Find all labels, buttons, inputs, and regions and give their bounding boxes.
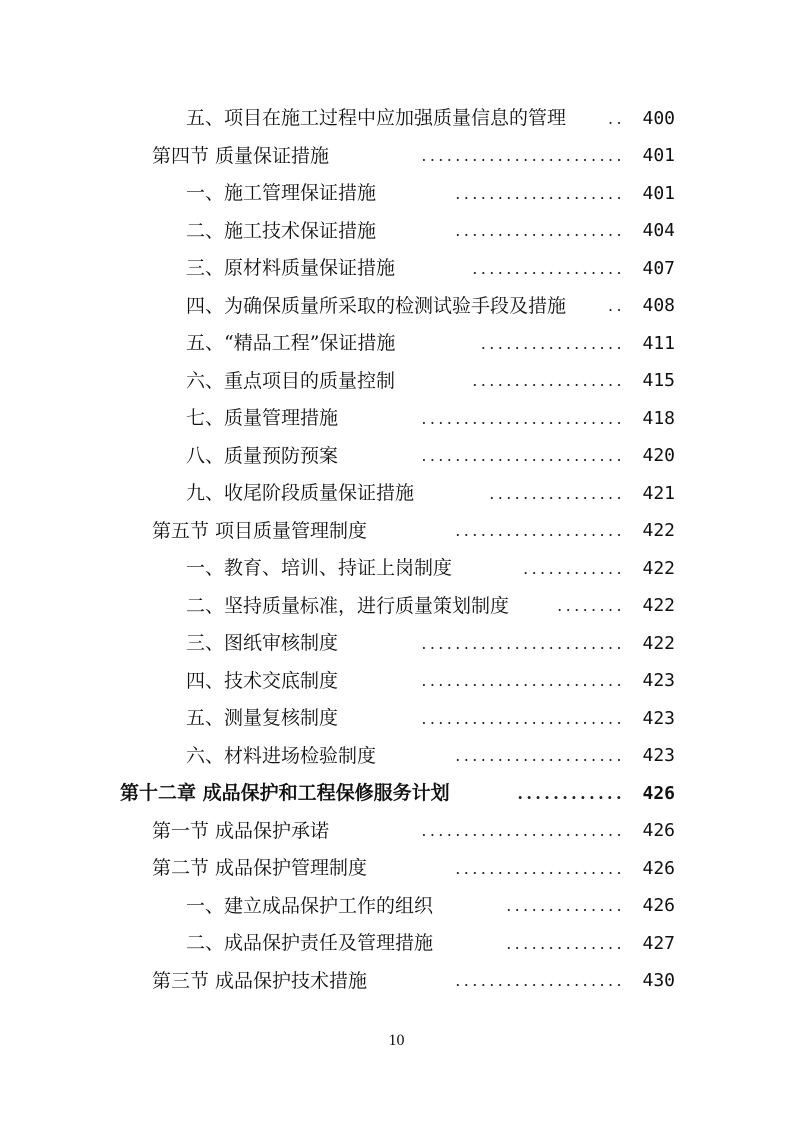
- toc-page-number: 401: [642, 145, 675, 167]
- toc-dot-leader: .................: [480, 335, 625, 352]
- toc-dot-leader: ............: [523, 560, 625, 577]
- toc-page-number: 430: [642, 970, 675, 992]
- toc-page-number: 426: [642, 820, 675, 842]
- toc-entry[interactable]: [0, 513, 793, 551]
- toc-entry-title: 六、重点项目的质量控制: [186, 369, 396, 392]
- toc-entry-title: 九、收尾阶段质量保证措施: [186, 482, 415, 505]
- toc-dot-leader: ........................: [421, 410, 625, 427]
- toc-entry[interactable]: [0, 813, 793, 851]
- toc-entry-title: 五、项目在施工过程中应加强质量信息的管理: [186, 107, 567, 130]
- toc-entry-title: 第四节 质量保证措施: [152, 144, 330, 167]
- page-number: 10: [388, 1032, 405, 1049]
- toc-entry-title: 一、教育、培训、持证上岗制度: [186, 557, 453, 580]
- toc-entry-title: 三、原材料质量保证措施: [186, 257, 396, 280]
- toc-page-number: 407: [642, 257, 675, 279]
- toc-page-number: 421: [642, 482, 675, 504]
- toc-entry[interactable]: [0, 738, 793, 776]
- toc-dot-leader: ..............: [506, 935, 625, 952]
- toc-entry[interactable]: [0, 625, 793, 663]
- toc-page-number: 426: [642, 857, 675, 879]
- toc-entry[interactable]: [0, 363, 793, 401]
- toc-dot-leader: ........................: [421, 148, 625, 165]
- toc-entry[interactable]: [0, 850, 793, 888]
- toc-page-number: 422: [642, 520, 675, 542]
- toc-page-number: 411: [642, 332, 675, 354]
- toc-dot-leader: ........................: [421, 710, 625, 727]
- toc-page-number: 415: [642, 370, 675, 392]
- toc-page-number: 426: [642, 895, 675, 917]
- toc-entry-title: 第五节 项目质量管理制度: [152, 519, 368, 542]
- toc-entry-title: 第三节 成品保护技术措施: [152, 969, 368, 992]
- toc-dot-leader: ....................: [455, 748, 625, 765]
- toc-page-number: 408: [642, 295, 675, 317]
- toc-entry-title: 四、为确保质量所采取的检测试验手段及措施: [186, 294, 567, 317]
- toc-entry-title: 三、图纸审核制度: [186, 632, 339, 655]
- toc-entry[interactable]: [0, 925, 793, 963]
- toc-entry-title: 四、技术交底制度: [186, 669, 339, 692]
- toc-dot-leader: ................: [489, 485, 625, 502]
- toc-entry[interactable]: [0, 550, 793, 588]
- toc-entry-title: 第十二章 成品保护和工程保修服务计划: [120, 782, 450, 805]
- toc-entry-title: 一、建立成品保护工作的组织: [186, 894, 434, 917]
- toc-entry-title: 二、坚持质量标准，进行质量策划制度: [186, 594, 510, 617]
- table-of-contents: [0, 100, 793, 1000]
- toc-entry[interactable]: [0, 100, 793, 138]
- toc-entry[interactable]: [0, 700, 793, 738]
- toc-page-number: 423: [642, 670, 675, 692]
- toc-chapter-entry[interactable]: [0, 775, 793, 813]
- toc-dot-leader: ..................: [472, 260, 625, 277]
- toc-dot-leader: ........: [557, 598, 625, 615]
- toc-entry-title: 五、“精品工程”保证措施: [186, 332, 396, 355]
- toc-page-number: 422: [642, 557, 675, 579]
- toc-dot-leader: ....................: [455, 223, 625, 240]
- toc-entry[interactable]: [0, 475, 793, 513]
- toc-dot-leader: ....................: [455, 860, 625, 877]
- toc-entry[interactable]: [0, 438, 793, 476]
- toc-entry[interactable]: [0, 288, 793, 326]
- toc-dot-leader: ........................: [421, 823, 625, 840]
- toc-page-number: 423: [642, 707, 675, 729]
- toc-page-number: 427: [642, 932, 675, 954]
- toc-entry-title: 第二节 成品保护管理制度: [152, 857, 368, 880]
- toc-entry[interactable]: [0, 213, 793, 251]
- toc-entry[interactable]: [0, 588, 793, 626]
- toc-entry-title: 二、施工技术保证措施: [186, 219, 377, 242]
- toc-entry-title: 五、测量复核制度: [186, 707, 339, 730]
- toc-entry[interactable]: [0, 138, 793, 176]
- toc-page-number: 426: [642, 782, 675, 804]
- toc-entry[interactable]: [0, 963, 793, 1001]
- toc-entry[interactable]: [0, 325, 793, 363]
- toc-entry-title: 二、成品保护责任及管理措施: [186, 932, 434, 955]
- toc-page-number: 401: [642, 182, 675, 204]
- toc-page-number: 422: [642, 632, 675, 654]
- toc-entry[interactable]: [0, 888, 793, 926]
- toc-dot-leader: ........................: [421, 448, 625, 465]
- toc-entry[interactable]: [0, 250, 793, 288]
- toc-page-number: 423: [642, 745, 675, 767]
- toc-dot-leader: ....................: [455, 523, 625, 540]
- toc-entry-title: 七、质量管理措施: [186, 407, 339, 430]
- toc-page-number: 418: [642, 407, 675, 429]
- toc-entry-title: 一、施工管理保证措施: [186, 182, 377, 205]
- toc-dot-leader: ........................: [421, 635, 625, 652]
- toc-entry[interactable]: [0, 175, 793, 213]
- toc-entry-title: 第一节 成品保护承诺: [152, 819, 330, 842]
- toc-dot-leader: ..............: [506, 898, 625, 915]
- toc-dot-leader: ....................: [455, 185, 625, 202]
- toc-entry[interactable]: [0, 400, 793, 438]
- toc-page-number: 420: [642, 445, 675, 467]
- toc-page-number: 404: [642, 220, 675, 242]
- toc-entry-title: 八、质量预防预案: [186, 444, 339, 467]
- toc-dot-leader: ..................: [472, 373, 625, 390]
- toc-entry[interactable]: [0, 663, 793, 701]
- toc-page-number: 422: [642, 595, 675, 617]
- toc-dot-leader: ..: [608, 110, 625, 127]
- toc-dot-leader: ....................: [455, 973, 625, 990]
- toc-entry-title: 六、材料进场检验制度: [186, 744, 377, 767]
- toc-dot-leader: ..: [608, 298, 625, 315]
- toc-page-number: 400: [642, 107, 675, 129]
- toc-dot-leader: ........................: [421, 673, 625, 690]
- toc-dot-leader: ............: [517, 785, 625, 802]
